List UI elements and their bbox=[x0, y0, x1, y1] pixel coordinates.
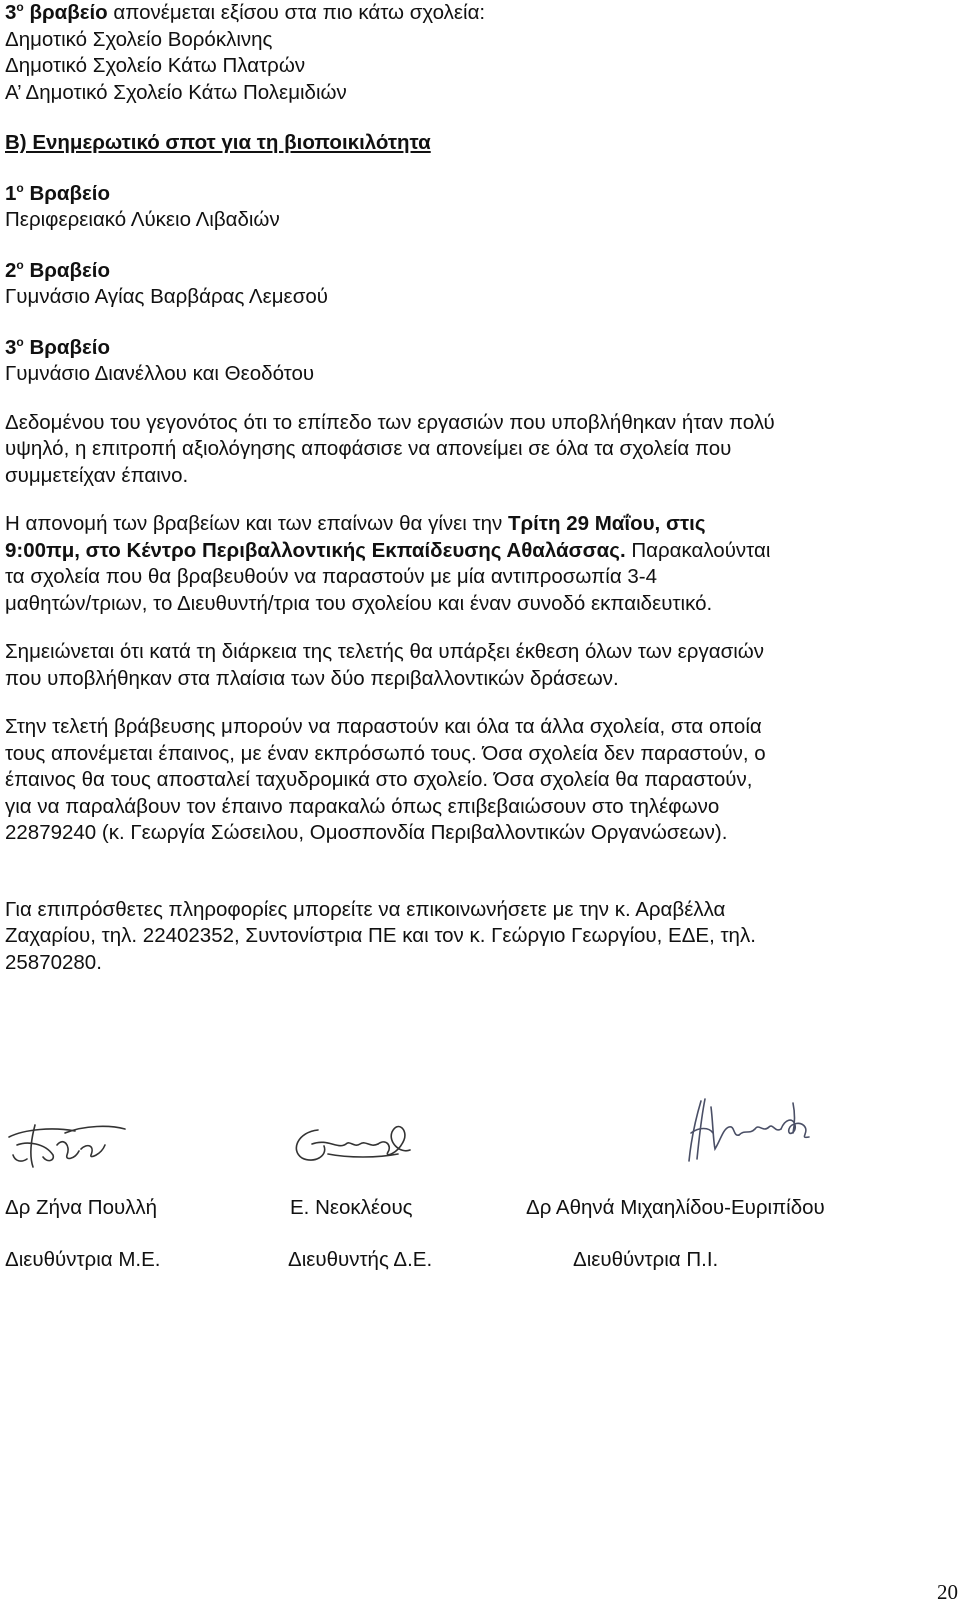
school-name: Δημοτικό Σχολείο Βορόκλινης bbox=[5, 27, 273, 51]
paragraph-line: 22879240 (κ. Γεωργία Σώσειλου, Ομοσπονδία Περιβαλλοντικών Οργανώσεων). bbox=[5, 821, 728, 844]
signatory-title: Διευθύντρια Π.Ι. bbox=[573, 1248, 719, 1271]
paragraph-line: συμμετείχαν έπαινο. bbox=[5, 463, 189, 487]
school-name: Α’ Δημοτικό Σχολείο Κάτω Πολεμιδιών bbox=[5, 80, 347, 104]
paragraph-line: για να παραλάβουν τον έπαινο παρακαλώ όπως επιβεβαιώσουν στο τηλέφωνο bbox=[5, 794, 720, 818]
third-prize-poster-block bbox=[5, 0, 875, 106]
prize-ordinal-suffix: ο bbox=[16, 0, 24, 14]
section-b-heading: Β) Ενημερωτικό σποτ για τη βιοποικιλότητα bbox=[5, 131, 431, 154]
paragraph-line: τους απονέμεται έπαινος, με έναν εκπρόσωπό τους. Όσα σχολεία δεν παραστούν, ο bbox=[5, 741, 766, 765]
paragraph-line: τα σχολεία που θα βραβευθούν να παραστούν με μία αντιπροσωπία 3-4 bbox=[5, 565, 658, 588]
signatory-name: Δρ Αθηνά Μιχαηλίδου-Ευριπίδου bbox=[526, 1196, 825, 1219]
commendation-paragraph bbox=[5, 410, 875, 490]
paragraph-line: μαθητών/τριων, το Διευθυντή/τρια του σχολείου και έναν συνοδό εκπαιδευτικό. bbox=[5, 591, 713, 615]
page-number: 20 bbox=[937, 1580, 958, 1604]
ceremony-paragraph bbox=[5, 511, 875, 617]
prize-ordinal: 3 bbox=[5, 1, 17, 24]
prize-intro-text: απονέμεται εξίσου στα πιο κάτω σχολεία: bbox=[107, 1, 486, 24]
attendance-paragraph bbox=[5, 714, 875, 847]
ceremony-date: Τρίτη 29 Μαΐου, στις bbox=[507, 512, 706, 535]
school-name: Δημοτικό Σχολείο Κάτω Πλατρών bbox=[5, 54, 306, 77]
signatory-name: Δρ Ζήνα Πουλλή bbox=[5, 1196, 158, 1219]
document-body bbox=[5, 0, 875, 976]
paragraph-line: Ζαχαρίου, τηλ. 22402352, Συντονίστρια ΠΕ και τον κ. Γεώργιο Γεωργίου, ΕΔΕ, τηλ. bbox=[5, 924, 756, 947]
signature-3-image bbox=[683, 1093, 818, 1165]
signature-1-image bbox=[5, 1115, 130, 1175]
prize-2-block bbox=[5, 258, 875, 311]
signatory-name: Ε. Νεοκλέους bbox=[290, 1196, 413, 1219]
school-name: Περιφερειακό Λύκειο Λιβαδιών bbox=[5, 208, 280, 231]
paragraph-line: Στην τελετή βράβευσης μπορούν να παραστούν και όλα τα άλλα σχολεία, στα οποία bbox=[5, 715, 762, 738]
school-name: Γυμνάσιο Αγίας Βαρβάρας Λεμεσού bbox=[5, 285, 328, 308]
prize-3-block bbox=[5, 335, 875, 388]
paragraph-line: υψηλό, η επιτροπή αξιολόγησης αποφάσισε να απονείμει σε όλα τα σχολεία που bbox=[5, 437, 732, 460]
paragraph-line: 9:00πμ, στο Κέντρο Περιβαλλοντικής Εκπαίδευσης Αθαλάσσας. Παρακαλούνται bbox=[5, 538, 771, 562]
prize-label: βραβείο bbox=[23, 1, 108, 24]
prize-heading: $2^o$ Βραβείο bbox=[5, 257, 110, 282]
prize-heading: $3^o$ Βραβείο bbox=[5, 334, 110, 359]
signatory-title: Διευθύντρια Μ.Ε. bbox=[5, 1248, 161, 1271]
prize-heading: $1^o$ Βραβείο bbox=[5, 180, 110, 205]
paragraph-line: έπαινος θα τους αποσταλεί ταχυδρομικά στο σχολείο. Όσα σχολεία θα παραστούν, bbox=[5, 768, 753, 791]
paragraph-line: Σημειώνεται ότι κατά τη διάρκεια της τελετής θα υπάρξει έκθεση όλων των εργασιών bbox=[5, 640, 765, 663]
paragraph-line: 25870280. bbox=[5, 950, 102, 974]
prize-1-block bbox=[5, 181, 875, 234]
third-prize-intro bbox=[5, 0, 875, 27]
signatory-title: Διευθυντής Δ.Ε. bbox=[288, 1248, 433, 1271]
ceremony-venue: 9:00πμ, στο Κέντρο Περιβαλλοντικής Εκπαίδευσης Αθαλάσσας. bbox=[5, 538, 626, 562]
paragraph-line: Για επιπρόσθετες πληροφορίες μπορείτε να επικοινωνήσετε με την κ. Αραβέλλα bbox=[5, 897, 726, 921]
exhibition-paragraph bbox=[5, 639, 875, 692]
paragraph-line: που υποβλήθηκαν στα πλαίσια των δύο περιβαλλοντικών δράσεων. bbox=[5, 666, 619, 690]
school-name: Γυμνάσιο Διανέλλου και Θεοδότου bbox=[5, 362, 315, 385]
contact-paragraph bbox=[5, 897, 875, 977]
paragraph-line: Δεδομένου του γεγονότος ότι το επίπεδο των εργασιών που υποβλήθηκαν ήταν πολύ bbox=[5, 410, 775, 434]
paragraph-line: Η απονομή των βραβείων και των επαίνων θα γίνει την Τρίτη 29 Μαΐου, στις bbox=[5, 512, 706, 535]
signature-2-image bbox=[288, 1110, 413, 1170]
